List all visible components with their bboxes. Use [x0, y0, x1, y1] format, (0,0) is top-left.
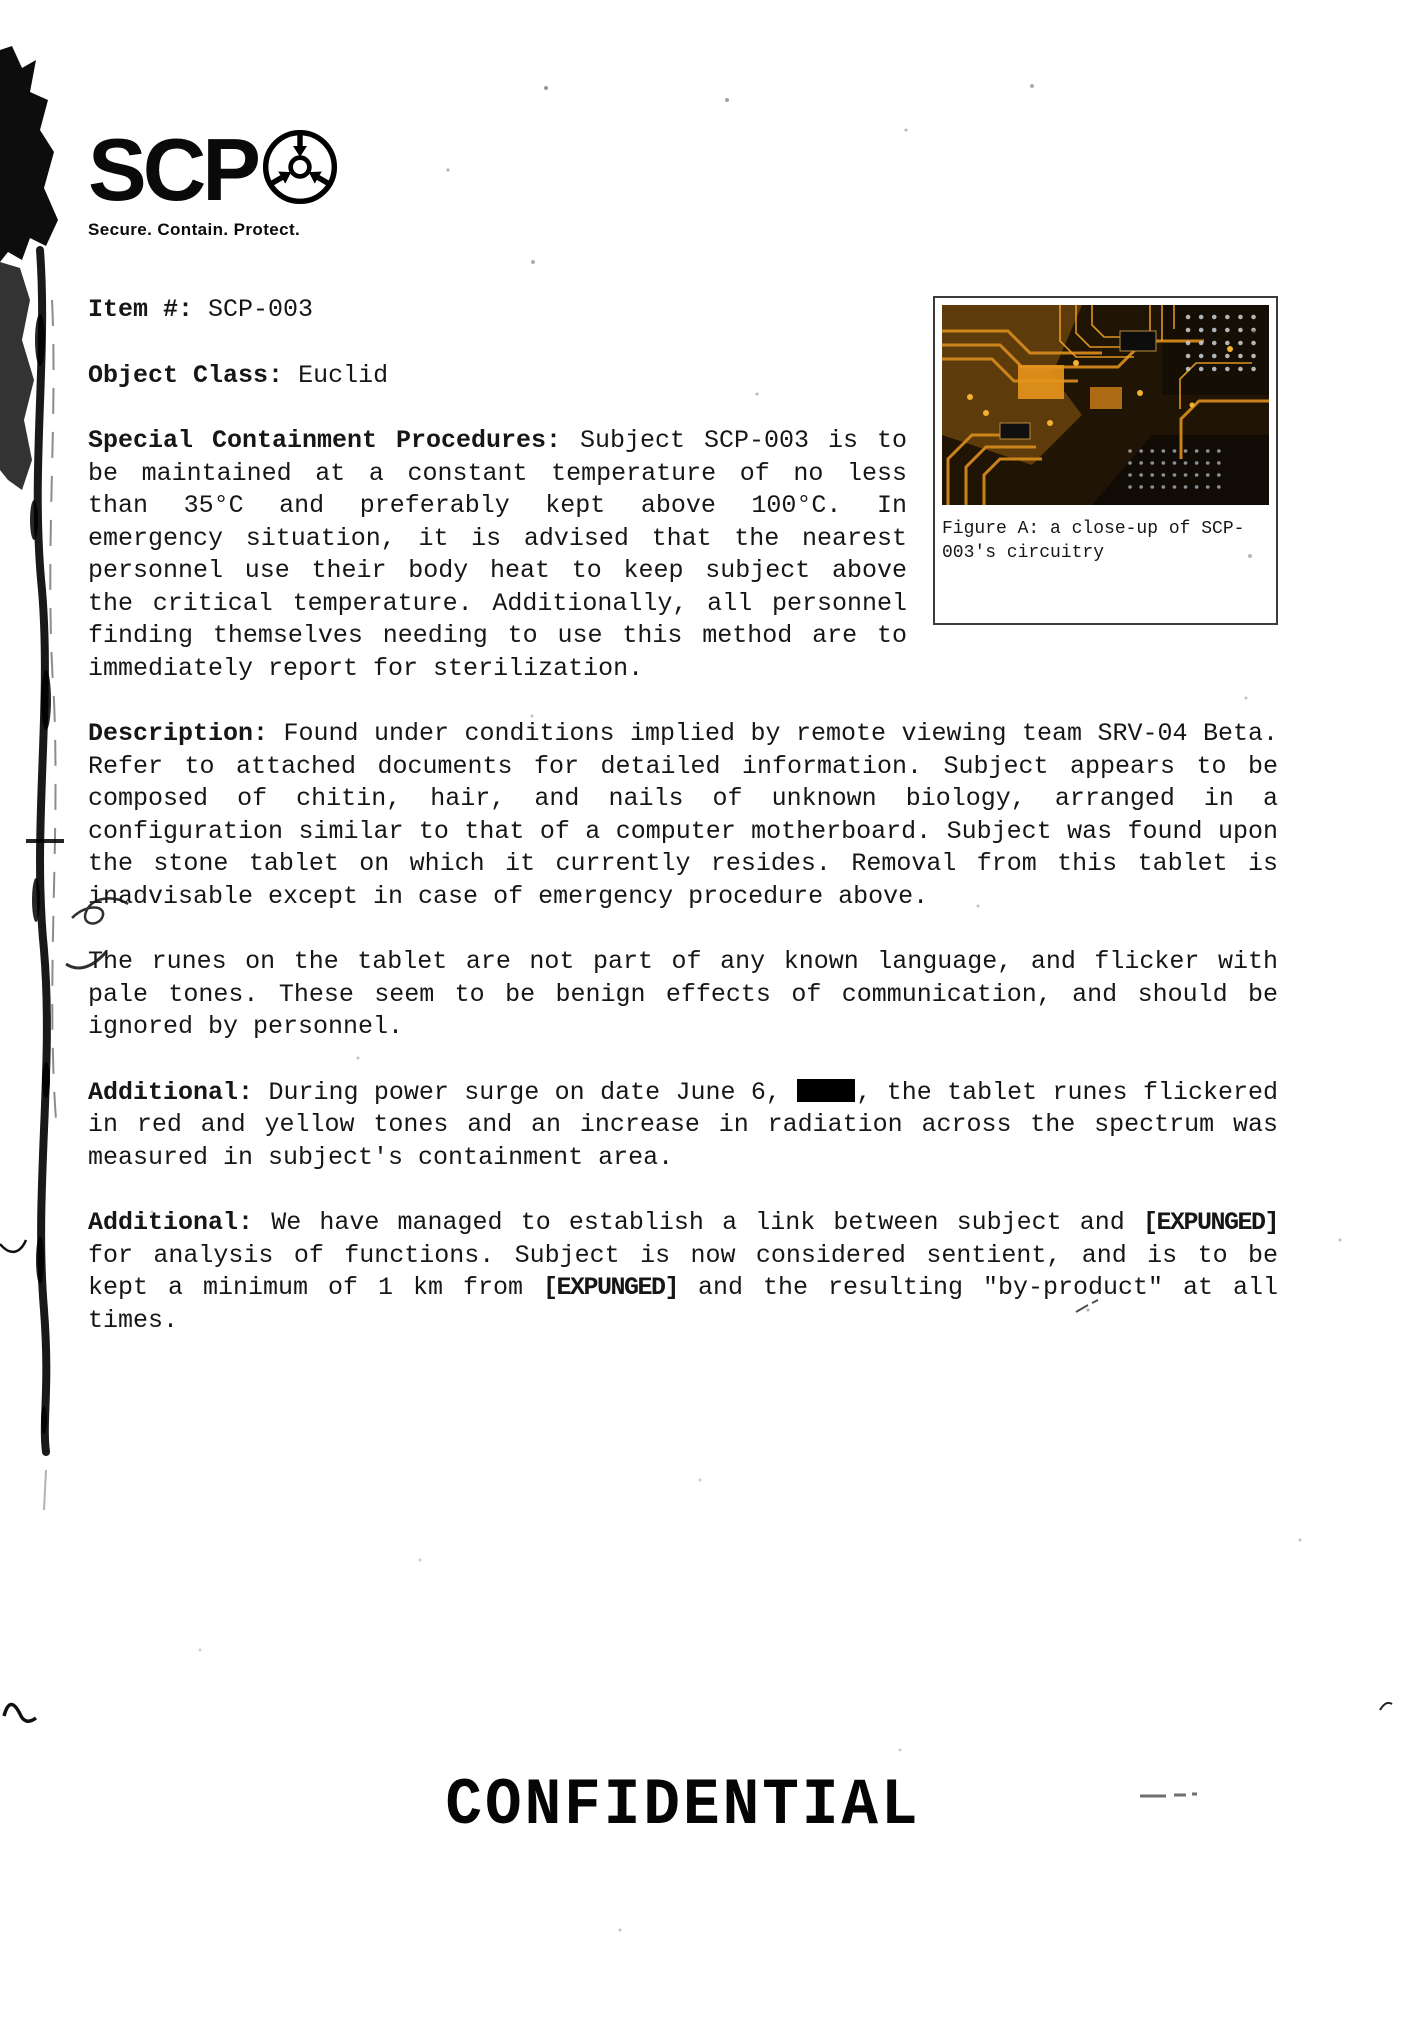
containment-text: Subject SCP-003 is to be maintained at a constant temperature of no less than 35°C and preferably kept above 100°C. In emergency situation, it is advised that the nearest personnel use their body heat to keep subject above the critical temperature. Additionally, all personnel finding themselves needing to use this method are to immediately report for sterilization.	[88, 426, 907, 683]
figure-a	[933, 296, 1278, 625]
additional-2-label: Additional:	[88, 1208, 254, 1237]
description-paragraph	[88, 718, 1278, 913]
scp-logo-icon	[261, 128, 339, 206]
additional-1-label: Additional:	[88, 1077, 254, 1107]
expunged-tag-2: [EXPUNGED]	[542, 1273, 678, 1302]
expunged-tag-1: [EXPUNGED]	[1142, 1208, 1278, 1237]
object-class-value: Euclid	[298, 360, 389, 390]
additional-2-text-1: We have managed to establish a link between subject and	[271, 1208, 1143, 1237]
description-text: Found under conditions implied by remote viewing team SRV-04 Beta. Refer to attached documents for detailed information. Subject appears to be composed of chitin, hair, and nails of unknown biology, arranged in a configuration similar to that of a computer motherboard. Subject was found upon the stone tablet on which it currently resides. Removal from this tablet is inadvisable except in case of emergency procedure above.	[88, 719, 1278, 911]
pen-mark	[4, 1704, 36, 1721]
additional-2-text-3: and the resulting "by-product" at all times.	[88, 1273, 1278, 1335]
additional-2-text-2: for analysis of functions. Subject is now considered sentient, and is to be kept a minimum of 1 km from	[88, 1240, 1278, 1302]
containment-label: Special Containment Procedures:	[88, 426, 562, 455]
scan-blob	[0, 46, 58, 262]
additional-paragraph-2	[88, 1207, 1278, 1337]
logo-text: SCP	[88, 120, 257, 219]
item-value: SCP-003	[208, 295, 314, 324]
logo	[88, 0, 1428, 240]
redaction-box	[797, 1079, 855, 1102]
runes-text: The runes on the tablet are not part of any known language, and flicker with pale tones. These seem to be benign effects of communication, and should be ignored by personnel.	[88, 947, 1278, 1041]
object-class-label: Object Class:	[88, 360, 284, 390]
circuit-board-image	[942, 305, 1269, 505]
additional-1-text-before: During power surge on date June 6,	[268, 1077, 797, 1107]
runes-paragraph	[88, 946, 1278, 1044]
additional-1-text-after: , the tablet runes flickered in red and yellow tones and an increase in radiation across the spectrum was measured in subject's containment area.	[88, 1077, 1278, 1172]
circuit-photo	[942, 305, 1269, 505]
confidential-stamp: CONFIDENTIAL	[445, 1769, 921, 1844]
document-body	[88, 294, 1278, 1337]
description-label: Description:	[88, 719, 269, 748]
logo-tagline: Secure. Contain. Protect.	[88, 220, 301, 239]
figure-caption: Figure A: a close-up of SCP-003's circuitry	[942, 519, 1245, 563]
item-label: Item #:	[88, 295, 194, 324]
additional-paragraph-1	[88, 1077, 1278, 1175]
